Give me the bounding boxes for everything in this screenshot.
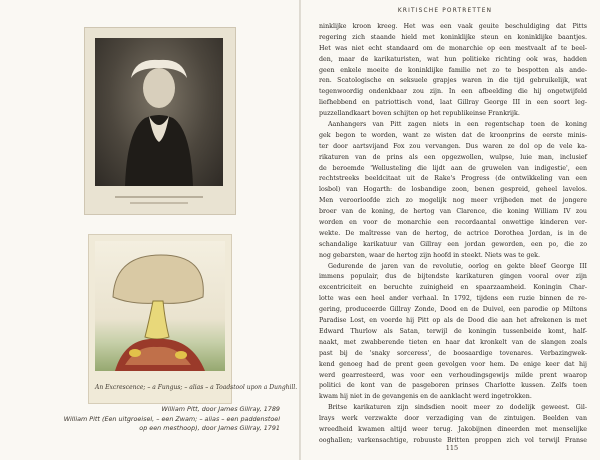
portrait-engraving [84,27,236,215]
body-text-line: tegenwoordig ondenkbaar zou zijn. In een afbeelding die hij ongetwijfeld [319,88,587,96]
body-text-line: puzzellandkaart boven schijten op het republikeinse Frankrijk. [319,110,520,118]
left-page [0,0,299,460]
body-text-line: nog gebarsten, waar de hertog zijn hoofd in steekt. Niets was te gek. [319,251,540,259]
body-text-line: broer van de koning, de hertog van Clarence, die koning William IV zou [319,208,587,216]
body-text-line: politici de kont van de pasgeboren prinses Charlotte kussen. Zelfs toen [319,382,587,390]
body-text-line: liefhebbend en patriottisch vond, laat Gillray George III in een soort leg- [319,99,587,107]
body-text-line: Britse karikaturen zijn sindsdien nooit meer zo dodelijk geweest. Gil- [328,404,587,412]
right-page [301,0,600,460]
body-text-line: ooghallen; varkensachtige, robuuste Britten proppen zich vol terwijl Franse [319,436,587,444]
caption-line: William Pitt, door James Gillray, 1789 [161,405,280,413]
body-text-line: Paradise Lost, en voerde hij Pitt op als de Dood die aan het afrekenen is met [319,317,587,325]
page-number: 115 [445,444,459,452]
body-text-line: gek begon te worden, want ze wisten dat de kroonprins de eerste minis- [319,131,587,139]
engraving-caption-line [130,202,188,204]
body-text-line: ninklijke kroon kreeg. Het was een vaak geuite beschuldiging dat Pitts [319,23,587,30]
body-text-line: schandalige karikatuur van Gillray een jordan geworden, een po, die zo [319,240,587,248]
body-text-line: losbol) van Hogarth: de losbandige zoon, benen gespreid, geheel lavelos. [319,186,587,194]
toadstool-caricature [88,234,298,404]
body-text-line: werd gearresteerd, was voor een verhoudingsgewijs milde prent waarop [319,371,587,379]
body-text-line: de beroemde 'Wellusteling die lijdt aan de gruwelen van indigestie', een [319,164,587,172]
body-text-line: kwam hij niet in de gevangenis en de aanklacht werd ingetrokken. [319,393,532,401]
body-text-line: regering zich staande hield met koninklijke steun en koninklijke baantjes. [319,33,587,41]
body-text-line: excentriciteit en beruchte zuinigheid en spaarzaamheid. Koningin Char- [319,284,587,292]
body-text-line: naakt, met zwabberende tieten en haar dat kronkelt van de slangen zoals [319,338,587,346]
toadstool-figure-icon [95,241,225,371]
body-text-line: worden en voor de monarchie een recordaantal onwettige kinderen ver- [319,219,587,227]
body-text [319,22,587,447]
body-text-line: ter door aartsvijand Fox zou vervangen. Dus waren ze dol op de vele ka- [319,142,587,150]
caricature-inscription: An Excrescence; – a Fungus; – alias – a Toadstool upon a Dunghill. [95,384,298,391]
body-text-line: Men veroorloofde zich zo mogelijk nog meer vrijheden met de jongere [319,197,587,205]
portrait-figure-icon [95,38,223,186]
caption-line: William Pitt (Een uitgroeisel, – een Zwam; – alias – een paddenstoel [63,414,280,423]
portrait-image [95,38,223,186]
body-text-line: rechtstreeks beeldcitaat uit de Rake's Progress (de ontwikkeling van een [319,175,587,183]
body-text-line: gering, produceerde Gillray Zonde, Dood en de Duivel, een parodie op Miltons [319,306,587,314]
engraving-caption-line [115,196,203,198]
body-text-line: kend genoeg had de prent geen gevolgen voor hem. De enige keer dat hij [319,360,587,368]
body-text-line: rikaturen van de prins als een opgezwollen, wulpse, luie man, inclusief [319,153,587,161]
body-text-line: wekte. De maîtresse van de hertog, de actrice Dorothea Jordan, is in de [319,229,587,237]
caption-line: op een mesthoop), door James Gillray, 1791 [139,424,280,432]
body-text-line: wreedheid kwamen altijd weer terug. Jakobijnen dineerden met menselijke [319,425,587,433]
body-text-line: den, maar de karikaturisten, wat hun politieke richting ook was, hadden [319,55,587,63]
figure-caption [18,405,280,434]
body-text-line: lotte was een heel ander verhaal. In 1792, tijdens een ruzie binnen de re- [319,295,587,303]
body-text-line: past bij de 'snaky sorceress', de boosaardige tovenares. Verbazingwek- [319,349,587,357]
caricature-image [95,241,225,371]
body-text-line: Edward Thurlow als Satan, terwijl de koningin tussenbeide komt, half- [319,327,587,335]
running-head: KRITISCHE PORTRETTEN [397,8,493,14]
body-text-line: geen enkele moeite de koninklijke familie net zo te bespotten als ande- [319,66,587,74]
body-text-line: ren. Scatologische en seksuele grapjes waren in die tijd gebruikelijk, wat [319,77,587,85]
body-text-line: Aanhangers van Pitt zagen niets in een regentschap toen de koning [328,121,587,129]
body-text-line: immens populair, dus de bijtendste karikaturen gingen vooral over zijn [319,273,587,281]
body-text-line: lrays werk verzwakte door verzadiging van de zintuigen. Beelden van [319,415,587,423]
body-text-line: Gedurende de jaren van de revolutie, oorlog en gekte bleef George III [328,262,587,270]
body-text-line: Het was niet echt standaard om de monarchie op een mestvaalt af te beel- [319,44,587,52]
